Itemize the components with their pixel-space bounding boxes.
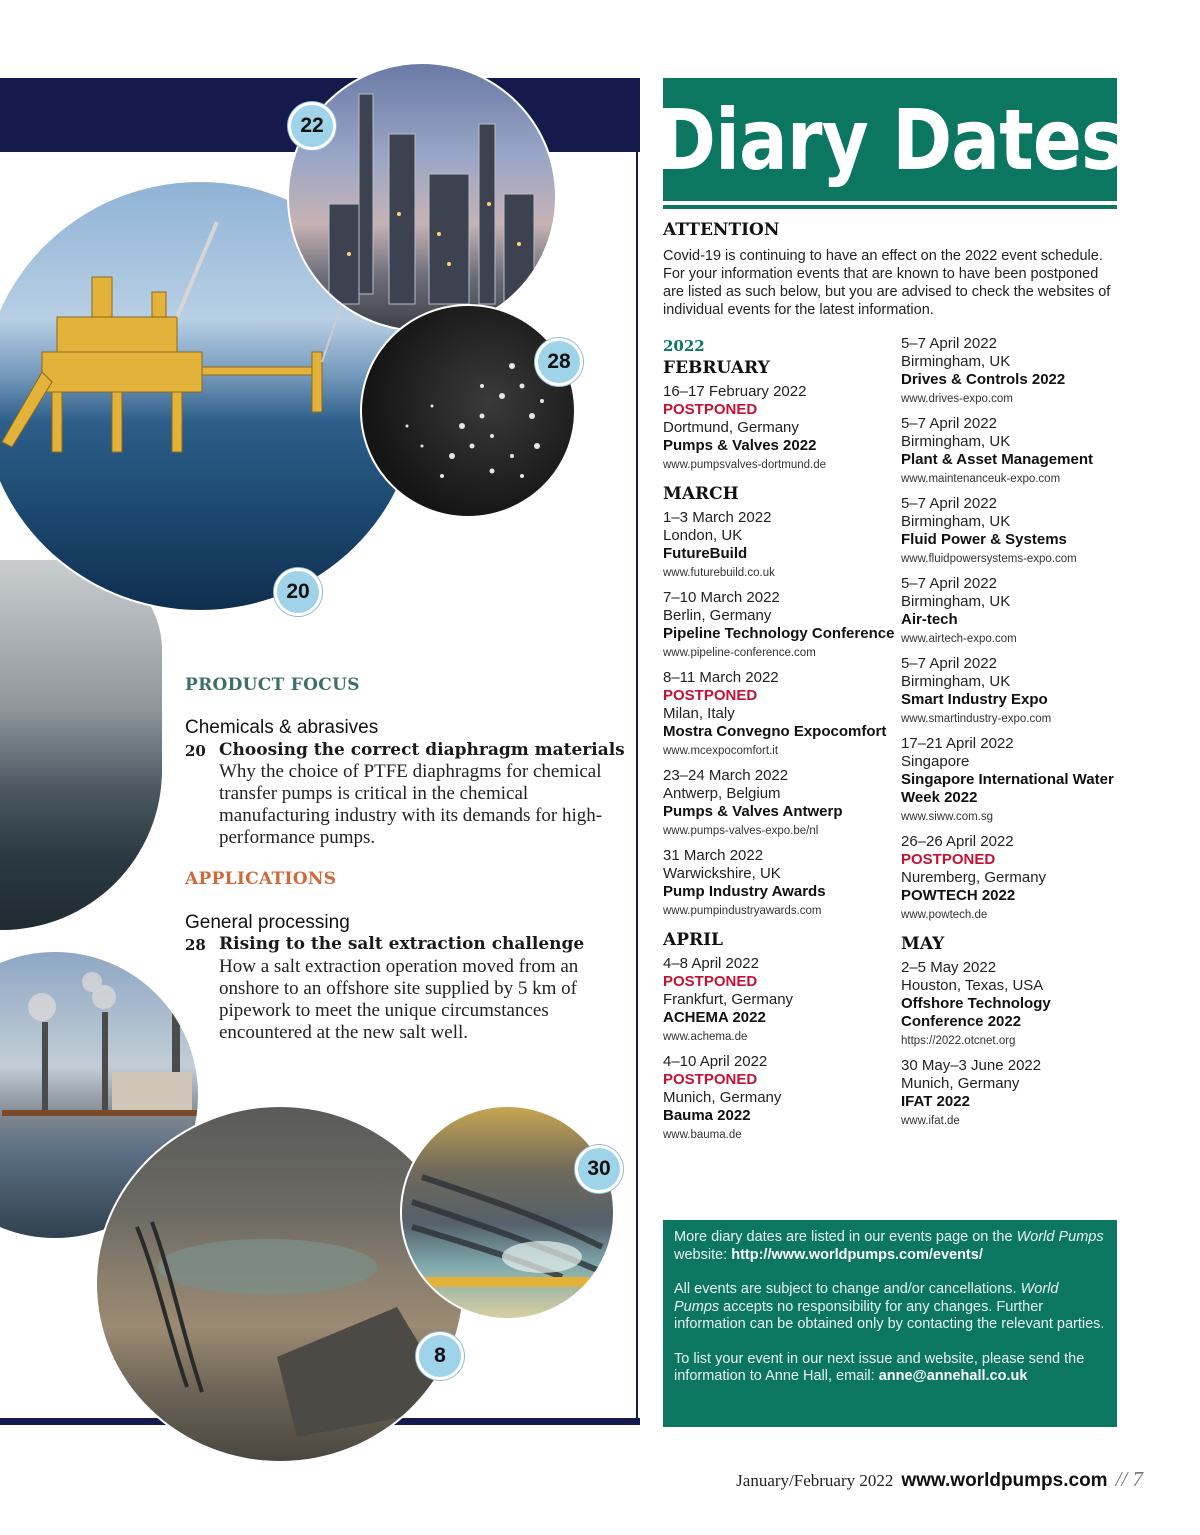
event-date: 1–3 March 2022 — [663, 509, 772, 526]
pipework-photo — [400, 1105, 615, 1320]
page-badge-30[interactable]: 30 — [575, 1145, 623, 1193]
event-website-link[interactable]: www.pipeline-conference.com — [663, 647, 816, 659]
info-text: More diary dates are listed in our events page on the — [674, 1229, 1017, 1245]
event-website-link[interactable]: www.fluidpowersystems-expo.com — [901, 553, 1077, 565]
event-website-link[interactable]: www.airtech-expo.com — [901, 633, 1017, 645]
event-location: Milan, Italy — [663, 705, 735, 722]
event-entry — [901, 735, 1137, 825]
event-entry — [901, 1057, 1137, 1129]
event-website-link[interactable]: www.achema.de — [663, 1031, 748, 1043]
attention-text: Covid-19 is continuing to have an effect on the 2022 event schedule. For your information events that are known to have been postponed are listed as such below, but you are advised to check the websites of individual events for the latest information. — [663, 248, 1111, 318]
event-status-badge: POSTPONED — [663, 687, 758, 704]
info-paragraph — [674, 1229, 1105, 1264]
info-text: All events are subject to change and/or cancellations. — [674, 1281, 1021, 1297]
event-location: Birmingham, UK — [901, 513, 1011, 530]
event-entry — [901, 495, 1137, 567]
event-date: 16–17 February 2022 — [663, 383, 807, 400]
diary-rule — [663, 205, 1117, 209]
event-location: Antwerp, Belgium — [663, 785, 781, 802]
event-date: 5–7 April 2022 — [901, 415, 997, 432]
diary-header — [656, 78, 1124, 201]
event-status-badge: POSTPONED — [663, 973, 758, 990]
event-website-link[interactable]: www.mcexpocomfort.it — [663, 745, 779, 757]
attention-heading: ATTENTION — [663, 220, 780, 240]
event-entry — [663, 1053, 899, 1143]
event-date: 4–8 April 2022 — [663, 955, 759, 972]
month-heading: MARCH — [663, 484, 739, 504]
info-paragraph — [674, 1281, 1105, 1334]
event-website-link[interactable]: www.ifat.de — [901, 1115, 960, 1127]
event-date: 30 May–3 June 2022 — [901, 1057, 1042, 1074]
event-entry — [901, 575, 1137, 647]
event-location: London, UK — [663, 527, 743, 544]
event-website-link[interactable]: https://2022.otcnet.org — [901, 1035, 1016, 1047]
event-location: Singapore — [901, 753, 970, 770]
event-entry — [901, 655, 1137, 727]
event-date: 26–26 April 2022 — [901, 833, 1014, 850]
events-year: 2022 — [663, 337, 705, 355]
article-page-number: 20 — [185, 742, 206, 760]
event-name: IFAT 2022 — [901, 1093, 970, 1110]
event-date: 2–5 May 2022 — [901, 959, 997, 976]
event-entry — [901, 415, 1137, 487]
event-name: Pumps & Valves 2022 — [663, 437, 817, 454]
event-location: Birmingham, UK — [901, 353, 1011, 370]
applications-heading: APPLICATIONS — [185, 869, 337, 889]
page-footer — [736, 1467, 1143, 1492]
event-website-link[interactable]: www.smartindustry-expo.com — [901, 713, 1052, 725]
event-name: Bauma 2022 — [663, 1107, 751, 1124]
product-focus-heading: PRODUCT FOCUS — [185, 675, 360, 695]
website-link[interactable]: www.worldpumps.com — [901, 1470, 1108, 1491]
article-description: Why the choice of PTFE diaphragms for chemical transfer pumps is critical in the chemical manufacturing industry with its demands for high-performance pumps. — [219, 761, 603, 848]
events-column-left — [663, 337, 899, 1143]
month-heading: APRIL — [663, 930, 724, 950]
event-date: 5–7 April 2022 — [901, 655, 997, 672]
event-date: 5–7 April 2022 — [901, 335, 997, 352]
event-website-link[interactable]: www.maintenanceuk-expo.com — [901, 473, 1061, 485]
event-date: 17–21 April 2022 — [901, 735, 1014, 752]
event-date: 31 March 2022 — [663, 847, 764, 864]
event-name: Pipeline Technology Conference — [663, 625, 895, 642]
applications-subheading: General processing — [185, 912, 350, 933]
article-description: How a salt extraction operation moved from an onshore to an offshore site supplied by 5 km of pipework to meet the unique circumstances encountered at the new salt well. — [219, 956, 579, 1043]
events-column-right — [901, 327, 1137, 1129]
month-heading: FEBRUARY — [663, 358, 770, 378]
salt-illustration — [362, 306, 576, 518]
event-location: Nuremberg, Germany — [901, 869, 1047, 886]
event-location: Birmingham, UK — [901, 433, 1011, 450]
event-location: Dortmund, Germany — [663, 419, 799, 436]
publication-name: World Pumps — [674, 1281, 1059, 1315]
info-box — [663, 1220, 1117, 1427]
info-text: To list your event in our next issue and website, please send the information to Anne Hall, email: — [674, 1350, 1085, 1384]
event-website-link[interactable]: www.pumps-valves-expo.be/nl — [663, 825, 819, 837]
event-name: Pump Industry Awards — [663, 883, 826, 900]
event-website-link[interactable]: www.bauma.de — [663, 1129, 742, 1141]
event-name: Singapore International Water Week 2022 — [901, 771, 1114, 806]
event-status-badge: POSTPONED — [663, 1071, 758, 1088]
event-date: 5–7 April 2022 — [901, 495, 997, 512]
event-date: 8–11 March 2022 — [663, 669, 779, 686]
event-name: Fluid Power & Systems — [901, 531, 1067, 548]
issue-date: January/February 2022 — [736, 1471, 894, 1490]
event-name: Smart Industry Expo — [901, 691, 1048, 708]
event-location: Berlin, Germany — [663, 607, 772, 624]
pipework-illustration — [402, 1107, 615, 1320]
page-badge-22[interactable]: 22 — [288, 102, 336, 150]
contact-email-link[interactable]: anne@annehall.co.uk — [878, 1368, 1028, 1384]
diary-title: Diary Dates — [656, 90, 1124, 189]
product-focus-subheading: Chemicals & abrasives — [185, 717, 379, 738]
event-website-link[interactable]: www.pumpindustryawards.com — [663, 905, 822, 917]
info-text: website: — [674, 1246, 732, 1263]
event-entry — [663, 589, 899, 661]
event-name: Drives & Controls 2022 — [901, 371, 1066, 388]
event-location: Birmingham, UK — [901, 593, 1011, 610]
event-location: Munich, Germany — [901, 1075, 1020, 1092]
salt-crystals-photo — [360, 304, 576, 518]
site-illustration — [97, 1107, 465, 1463]
article-page-number: 28 — [185, 936, 206, 954]
info-text: accepts no responsibility for any changes. Further information can be obtained only by contacting the relevant parties. — [674, 1298, 1105, 1332]
event-name: Pumps & Valves Antwerp — [663, 803, 843, 820]
event-entry — [663, 847, 899, 919]
page-badge-8[interactable]: 8 — [416, 1332, 464, 1380]
events-page-link[interactable]: http://www.worldpumps.com/events/ — [731, 1246, 983, 1263]
event-date: 23–24 March 2022 — [663, 767, 789, 784]
event-entry — [663, 955, 899, 1045]
event-location: Houston, Texas, USA — [901, 977, 1044, 994]
event-location: Warwickshire, UK — [663, 865, 781, 882]
article-title[interactable]: Rising to the salt extraction challenge — [219, 934, 585, 954]
event-website-link[interactable]: www.powtech.de — [901, 909, 988, 921]
publication-name: World Pumps — [1016, 1229, 1104, 1245]
event-website-link[interactable]: www.futurebuild.co.uk — [663, 567, 775, 579]
event-entry — [901, 833, 1137, 923]
event-location: Frankfurt, Germany — [663, 991, 794, 1008]
event-website-link[interactable]: www.pumpsvalves-dortmund.de — [663, 459, 826, 471]
event-name: ACHEMA 2022 — [663, 1009, 766, 1026]
event-entry — [901, 335, 1137, 407]
event-status-badge: POSTPONED — [663, 401, 758, 418]
event-name: POWTECH 2022 — [901, 887, 1016, 904]
page-badge-28[interactable]: 28 — [535, 338, 583, 386]
event-entry — [663, 669, 899, 759]
event-date: 7–10 March 2022 — [663, 589, 780, 606]
event-name: Offshore Technology Conference 2022 — [901, 995, 1051, 1030]
event-status-badge: POSTPONED — [901, 851, 996, 868]
page-badge-20[interactable]: 20 — [274, 568, 322, 616]
event-location: Birmingham, UK — [901, 673, 1011, 690]
page-number: // 7 — [1115, 1467, 1143, 1491]
salt-well-site-photo — [95, 1105, 465, 1463]
event-website-link[interactable]: www.siww.com.sg — [901, 811, 994, 823]
event-entry — [663, 767, 899, 839]
article-title[interactable]: Choosing the correct diaphragm materials — [219, 740, 625, 760]
event-entry — [663, 383, 899, 473]
refinery-illustration — [289, 64, 557, 332]
event-date: 4–10 April 2022 — [663, 1053, 768, 1070]
event-name: Air-tech — [901, 611, 958, 628]
event-name: FutureBuild — [663, 545, 748, 562]
event-entry — [663, 509, 899, 581]
event-name: Plant & Asset Management — [901, 451, 1093, 468]
info-paragraph — [674, 1351, 1105, 1386]
event-website-link[interactable]: www.drives-expo.com — [901, 393, 1013, 405]
refinery-photo — [287, 62, 557, 332]
event-entry — [901, 959, 1137, 1049]
month-heading: MAY — [901, 934, 945, 954]
event-location: Munich, Germany — [663, 1089, 782, 1106]
event-name: Mostra Convegno Expocomfort — [663, 723, 887, 740]
event-date: 5–7 April 2022 — [901, 575, 997, 592]
